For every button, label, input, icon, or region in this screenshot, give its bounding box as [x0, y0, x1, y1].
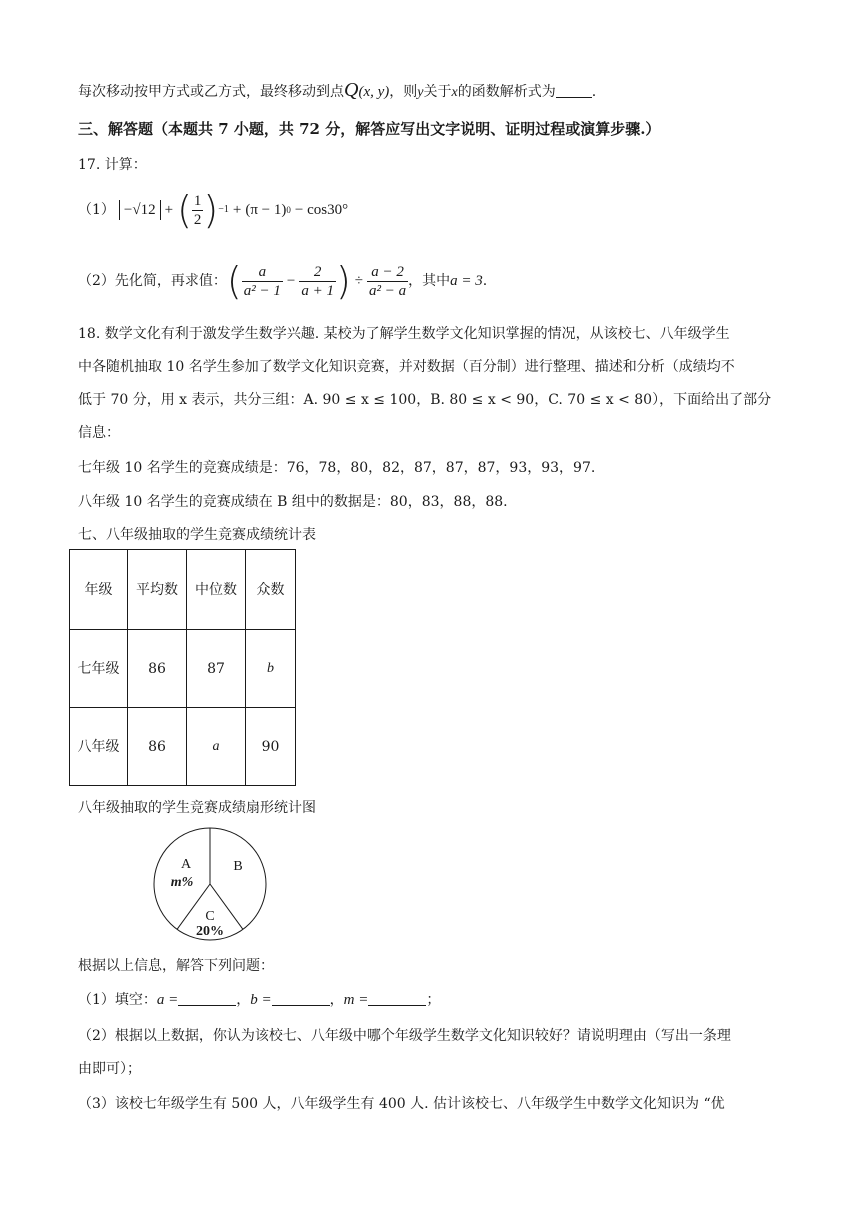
- intro-text-c: 关于: [423, 84, 452, 100]
- table-cell: 86: [128, 708, 187, 786]
- half-num: 1: [193, 192, 202, 209]
- pie-title: 八年级抽取的学生竞赛成绩扇形统计图: [78, 800, 316, 816]
- sub1-sep: ，: [329, 992, 344, 1008]
- q18-sub2-line-2: 由即可）；: [78, 1061, 141, 1077]
- fraction-1-num: a: [242, 263, 283, 282]
- fraction-1-den: a² − 1: [243, 282, 281, 299]
- q17-part2-label: （2）先化简，再求值：: [78, 273, 227, 289]
- blank-b: [272, 991, 330, 1006]
- pie-label-a: A: [180, 857, 192, 872]
- q18-para-line-3: 低于 70 分，用 x 表示，共分三组：A. 90 ≤ x ≤ 100，B. 80 ≤ x < 90，C. 70 ≤ x < 80），下面给出了部分: [78, 392, 772, 408]
- sub1-sep: ，: [236, 992, 251, 1008]
- exp-neg-one: −1: [218, 204, 229, 215]
- q18-para-line-1: 18. 数学文化有利于激发学生数学兴趣. 某校为了解学生数学文化知识掌握的情况，从该校七、八年级学生: [78, 326, 730, 342]
- pie-label-a-value: m%: [170, 875, 194, 890]
- q17-part2-tail: ，其中: [408, 273, 451, 289]
- q17-part2-end: .: [482, 273, 488, 289]
- table-header-cell: 平均数: [128, 550, 187, 630]
- q18-sub2-line-1: （2）根据以上数据，你认为该校七、八年级中哪个年级学生数学文化知识较好？请说明理由（写出一条理: [78, 1028, 731, 1044]
- section-heading: 三、解答题（本题共 7 小题，共 72 分，解答应写出文字说明、证明过程或演算步骤.）: [78, 120, 661, 138]
- divide-sign: ÷: [354, 273, 364, 289]
- var-x: x: [451, 85, 458, 100]
- fraction-3: [367, 263, 408, 300]
- intro-line: [78, 80, 820, 103]
- pie-chart: [146, 822, 276, 952]
- stats-table: [69, 549, 296, 786]
- blank-m: [368, 991, 426, 1006]
- table-header-cell: 众数: [246, 550, 296, 630]
- intro-text-d: 的函数解析式为: [457, 84, 556, 100]
- cos-term: − cos30°: [294, 202, 349, 218]
- table-row: [70, 630, 296, 708]
- q17-part2: （2）先化简，再求值： ( $\frac{a}{\text{a² − 1}}$ − $\frac{2}{a + 1}$ ) ÷ $\frac{a - 2}{\text{a² − a}}$ ，其中 a = 3 .: [78, 259, 488, 303]
- table-header-cell: 中位数: [187, 550, 246, 630]
- pi-term: (π − 1): [245, 202, 287, 218]
- fraction-2-num: 2: [299, 263, 336, 282]
- half-fraction: [192, 192, 204, 229]
- table-title: 七、八年级抽取的学生竞赛成绩统计表: [78, 527, 316, 543]
- fraction-2: [299, 263, 336, 300]
- sub1-end: ；: [426, 992, 441, 1008]
- fraction-3-den: a² − a: [369, 282, 407, 299]
- q18-para-line-2: 中各随机抽取 10 名学生参加了数学文化知识竞赛，并对数据（百分制）进行整理、描述和分析（成绩均不: [78, 359, 735, 375]
- fraction-2-den: a + 1: [301, 282, 334, 299]
- half-den: 2: [193, 211, 202, 228]
- q18-prompt: 根据以上信息，解答下列问题：: [78, 958, 274, 974]
- exp-zero: 0: [286, 205, 291, 215]
- table-cell: a: [187, 708, 246, 786]
- q18-sub3: （3）该校七年级学生有 500 人，八年级学生有 400 人. 估计该校七、八年级学生中数学文化知识为 “优: [78, 1096, 725, 1112]
- sub1-b: b =: [250, 992, 272, 1008]
- grade7-scores: 七年级 10 名学生的竞赛成绩是：76，78，80，82，87，87，87，93，93，97.: [78, 460, 596, 476]
- grade8-b-scores: 八年级 10 名学生的竞赛成绩在 B 组中的数据是：80，83，88，88.: [78, 494, 508, 510]
- pie-label-c: C: [205, 909, 215, 924]
- table-cell: 七年级: [70, 630, 128, 708]
- table-cell: 90: [246, 708, 296, 786]
- q17-part1: （1） −√12 + ( $\frac{1}{2}$ ) −1 + (π − 1) 0 − cos30°: [78, 188, 349, 232]
- table-cell: 八年级: [70, 708, 128, 786]
- q18-sub1: [78, 990, 820, 1010]
- fraction-3-num: a − 2: [367, 263, 408, 282]
- sub1-label: （1）填空：: [78, 992, 157, 1008]
- point-coords: (x, y): [358, 84, 390, 100]
- table-header-row: [70, 550, 296, 630]
- pie-label-b: B: [233, 859, 243, 874]
- table-cell: 86: [128, 630, 187, 708]
- sub1-a: a =: [156, 992, 179, 1008]
- fraction-1: [242, 263, 283, 300]
- answer-blank: [556, 83, 592, 98]
- abs-value-expr: −√12: [119, 200, 161, 220]
- table-row: [70, 708, 296, 786]
- intro-text-a: 每次移动按甲方式或乙方式，最终移动到点: [78, 84, 344, 100]
- q17-part1-label: （1）: [78, 202, 115, 218]
- table-header-cell: 年级: [70, 550, 128, 630]
- given-value: a = 3: [450, 273, 483, 289]
- q17-label: 17. 计算：: [78, 157, 147, 173]
- blank-a: [178, 991, 236, 1006]
- point-q: Q: [344, 79, 359, 101]
- sub1-m: m =: [343, 992, 369, 1008]
- pie-label-c-value: 20%: [196, 924, 224, 939]
- intro-tail: .: [591, 84, 597, 100]
- table-cell: 87: [187, 630, 246, 708]
- var-y: y: [417, 85, 424, 100]
- table-cell: b: [246, 630, 296, 708]
- intro-text-b: ，则: [389, 84, 418, 100]
- q18-para-line-4: 信息：: [78, 425, 120, 441]
- minus-sign: −: [286, 273, 296, 289]
